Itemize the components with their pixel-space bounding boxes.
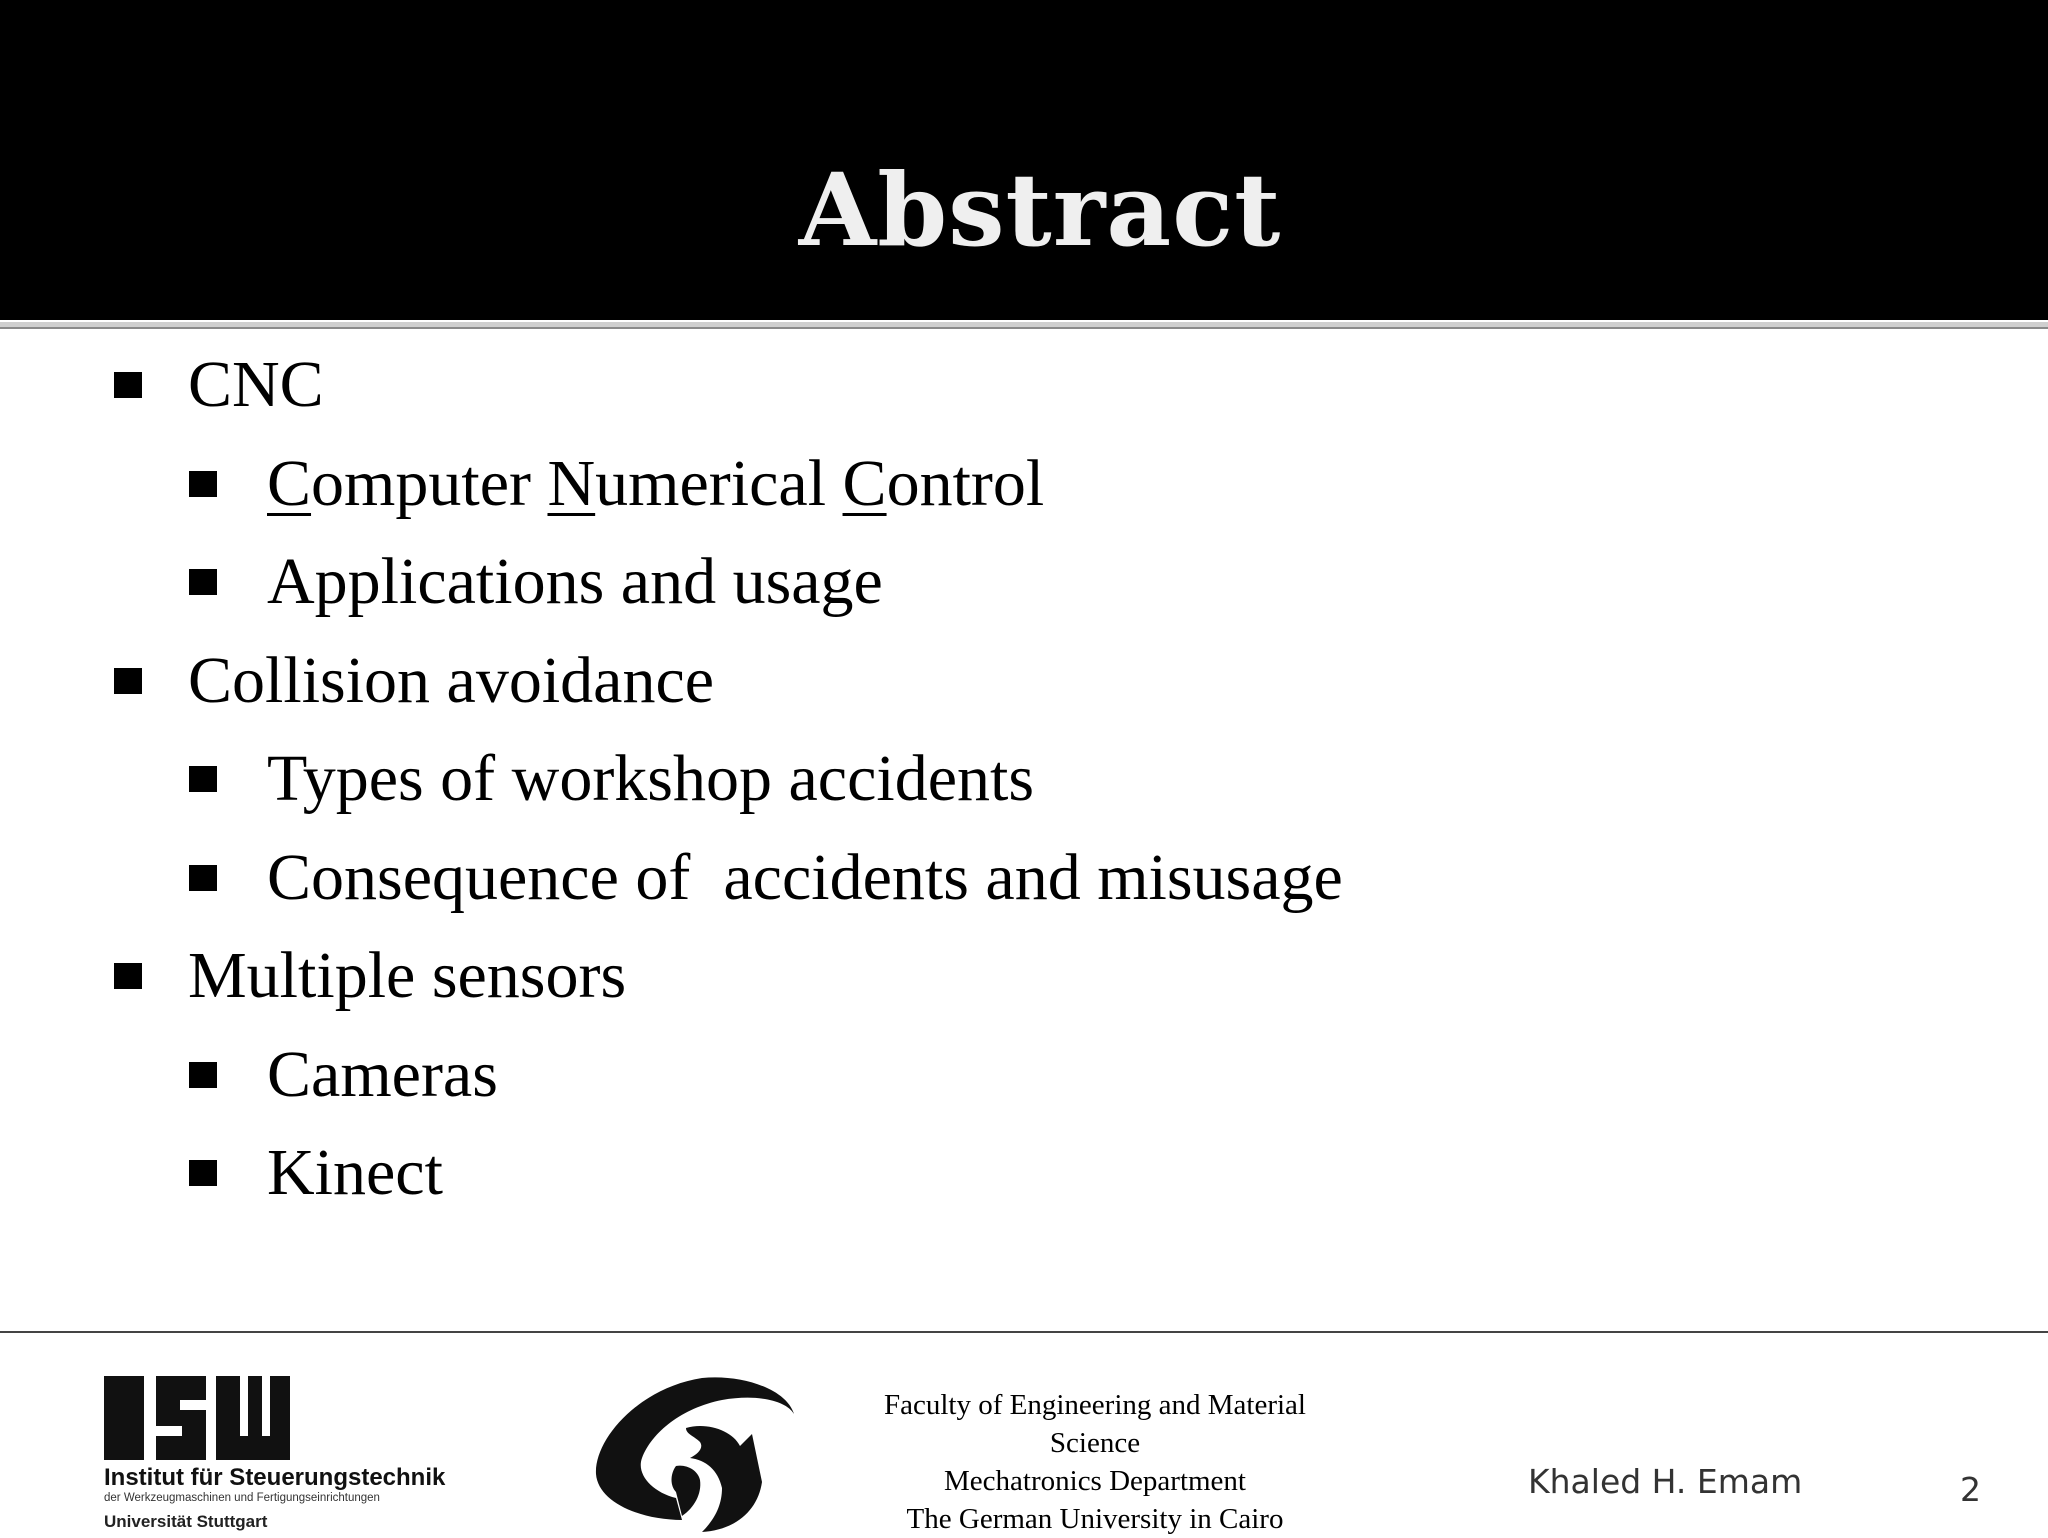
bullet-label-segment: C [842, 446, 887, 520]
sub-bullet-item [189, 734, 1034, 824]
bullet-label: CNC [188, 348, 324, 421]
square-bullet-icon [189, 865, 217, 891]
bullet-item [114, 636, 714, 726]
bullet-label-segment: umerical [595, 446, 843, 520]
square-bullet-icon [189, 471, 217, 497]
faculty-line: The German University in Cairo [906, 1503, 1284, 1535]
isw-mark-icon [104, 1372, 290, 1462]
page-number: 2 [1960, 1470, 1981, 1509]
bullet-label-segment: ontrol [886, 446, 1045, 520]
faculty-line: Faculty of Engineering and Material [884, 1389, 1306, 1421]
faculty-line: Mechatronics Department [944, 1465, 1246, 1497]
bullet-item [114, 931, 626, 1021]
sub-bullet-item [189, 439, 1044, 529]
sub-bullet-item [189, 833, 1343, 923]
square-bullet-icon [114, 963, 142, 989]
sub-bullet-item [189, 1030, 498, 1120]
square-bullet-icon [114, 668, 142, 694]
bullet-label: Cameras [267, 1037, 498, 1111]
square-bullet-icon [189, 1160, 217, 1186]
guc-logo-icon [590, 1370, 800, 1536]
bullet-label: Types of workshop accidents [267, 742, 1035, 815]
bullet-item [114, 340, 324, 430]
author-name: Khaled H. Emam [1528, 1462, 1803, 1501]
header-divider [0, 322, 2048, 329]
square-bullet-icon [114, 372, 142, 398]
title-bar [0, 0, 2048, 320]
faculty-line: Science [1049, 1427, 1141, 1459]
bullet-label [267, 439, 1044, 529]
sub-bullet-item [189, 537, 883, 627]
bullet-label: Collision avoidance [188, 643, 715, 717]
bullet-label: Consequence of accidents and misusage [267, 840, 1343, 914]
isw-logo [104, 1372, 464, 1536]
bullet-label: Multiple sensors [188, 939, 627, 1012]
faculty-info [795, 1386, 1395, 1538]
sub-bullet-item [189, 1128, 443, 1218]
square-bullet-icon [189, 569, 217, 595]
isw-university-name: Universität Stuttgart [104, 1512, 268, 1531]
isw-institute-name: Institut für Steuerungstechnik [104, 1464, 446, 1491]
isw-institute-subtitle: der Werkzeugmaschinen und Fertigungseinrichtungen [104, 1492, 380, 1504]
bullet-label-segment: N [547, 446, 596, 520]
square-bullet-icon [189, 1062, 217, 1088]
bullet-label-segment: C [267, 446, 312, 520]
bullet-label: Kinect [267, 1136, 443, 1209]
slide-title: Abstract [798, 151, 1282, 269]
footer-divider [0, 1331, 2048, 1333]
square-bullet-icon [189, 766, 217, 792]
bullet-label: Applications and usage [267, 545, 883, 618]
bullet-label-segment: omputer [311, 446, 548, 520]
